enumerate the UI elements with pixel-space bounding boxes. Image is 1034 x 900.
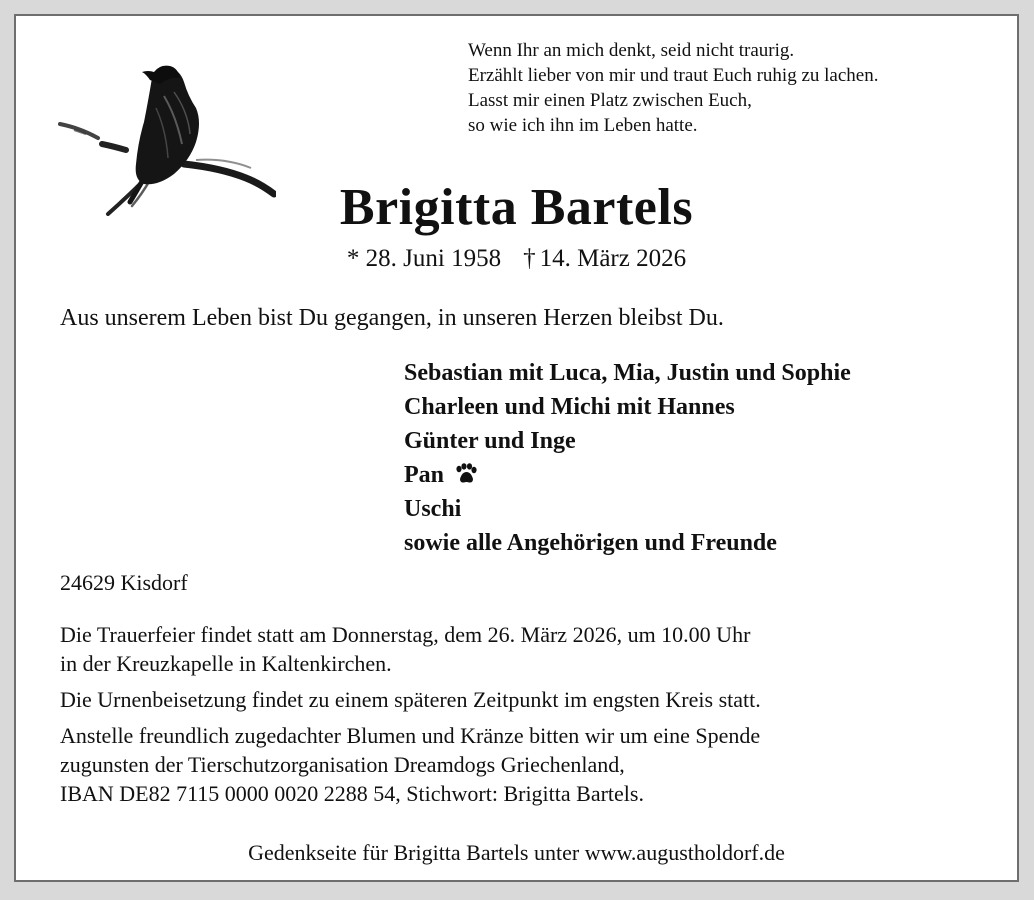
ceremony-info (60, 620, 1010, 815)
poem-line: so wie ich ihn im Leben hatte. (468, 115, 698, 136)
poem-line: Erzählt lieber von mir und traut Euch ruhig zu lachen. (468, 65, 879, 86)
mourner-line: Sebastian mit Luca, Mia, Justin und Sophie (404, 360, 851, 386)
mourner-line-with-paw (404, 458, 851, 492)
mourners-list (404, 356, 851, 560)
cross-icon: † (523, 245, 536, 272)
mourner-line: Günter und Inge (404, 428, 576, 454)
burial-text: Die Urnenbeisetzung findet zu einem späteren Zeitpunkt im engsten Kreis statt. (60, 687, 761, 712)
mourner-line: Charleen und Michi mit Hannes (404, 394, 735, 420)
ceremony-text: Die Trauerfeier findet statt am Donnerstag, dem 26. März 2026, um 10.00 Uhr in der Kreuzkapelle in Kaltenkirchen. (60, 622, 751, 676)
obituary-notice (14, 14, 1019, 882)
memorial-page-link: Gedenkseite für Brigitta Bartels unter www.augustholdorf.de (248, 840, 785, 865)
paw-icon (454, 463, 478, 485)
deceased-name: Brigitta Bartels (339, 179, 694, 236)
mourner-line: Pan (404, 462, 445, 488)
memorial-quote: Aus unserem Leben bist Du gegangen, in unseren Herzen bleibst Du. (60, 305, 724, 331)
mourner-line: sowie alle Angehörigen und Freunde (404, 530, 777, 556)
donation-text: Anstelle freundlich zugedachter Blumen und Kränze bitten wir um eine Spende zugunsten der Tierschutzorganisation Dreamdogs Griechenland, IBAN DE82 7115 0000 0020 2288 54, Stichwort: Brigitta Bartels. (60, 723, 761, 806)
birth-date: * 28. Juni 1958 (346, 245, 502, 272)
mourner-line: Uschi (404, 496, 462, 522)
poem (468, 38, 1013, 138)
poem-line: Lasst mir einen Platz zwischen Euch, (468, 90, 752, 111)
life-dates (16, 242, 1017, 276)
place: 24629 Kisdorf (60, 570, 188, 595)
poem-line: Wenn Ihr an mich denkt, seid nicht traurig. (468, 40, 795, 61)
death-date: 14. März 2026 (539, 245, 687, 272)
